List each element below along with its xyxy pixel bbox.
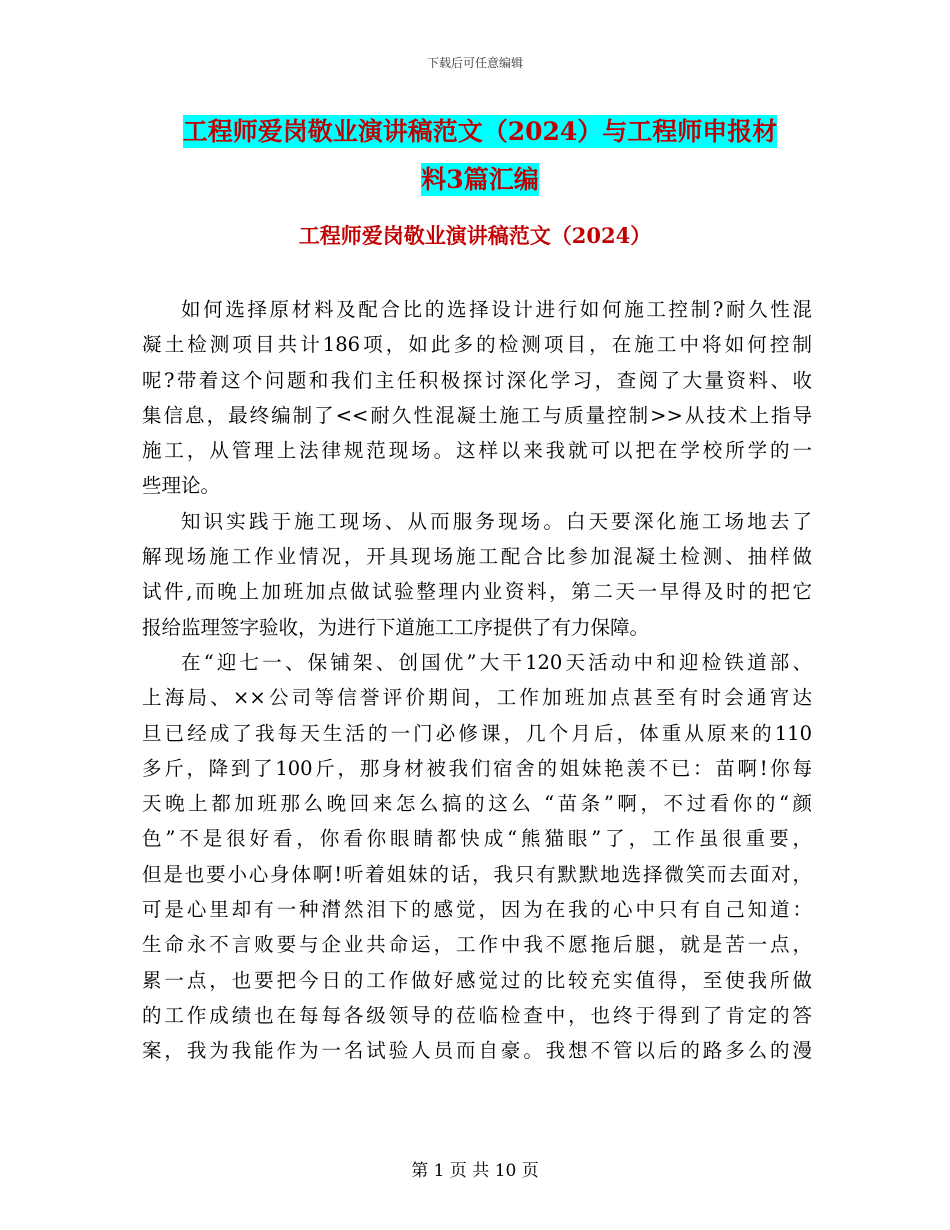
body-text [142, 292, 812, 1069]
text-line: 多斤，降到了100斤，那身材被我们宿舍的姐妹艳羡不已：苗啊!你每 [142, 756, 812, 780]
paragraph-1 [142, 292, 812, 504]
text-line: 色”不是很好看，你看你眼睛都快成“熊猫眼”了，工作虽很重要， [142, 827, 812, 851]
text-line: 天晚上都加班那么晚回来怎么搞的这么 “苗条”啊，不过看你的“颜 [142, 792, 812, 816]
text-line: 些理论。 [142, 474, 221, 498]
text-line: 报给监理签字验收，为进行下道施工工序提供了有力保障。 [142, 615, 650, 639]
text-line: 知识实践于施工现场、从而服务现场。白天要深化施工场地去了 [181, 509, 812, 533]
text-line: 但是也要小心身体啊!听着姐妹的话，我只有默默地选择微笑而去面对， [142, 862, 812, 886]
text-line: 凝土检测项目共计186项，如此多的检测项目，在施工中将如何控制 [142, 333, 812, 357]
section-title: 工程师爱岗敬业演讲稿范文（2024） [298, 223, 652, 248]
text-line: 如何选择原材料及配合比的选择设计进行如何施工控制?耐久性混 [181, 298, 812, 321]
document-title [140, 108, 820, 204]
paragraph-3 [142, 645, 812, 1069]
document-title-line-1: 工程师爱岗敬业演讲稿范文（2024）与工程师申报材 [182, 117, 778, 146]
document-title-line-2: 料3篇汇编 [421, 165, 539, 194]
text-line: 在“迎七一、保铺架、创国优”大干120天活动中和迎检铁道部、 [181, 650, 812, 674]
text-line: 施工，从管理上法律规范现场。这样以来我就可以把在学校所学的一 [142, 439, 812, 463]
text-line: 的工作成绩也在每每各级领导的莅临检查中，也终于得到了肯定的答 [142, 1003, 812, 1027]
text-line: 试件,而晚上加班加点做试验整理内业资料，第二天一早得及时的把它 [142, 580, 812, 604]
text-line: 生命永不言败要与企业共命运，工作中我不愿拖后腿，就是苦一点， [142, 933, 812, 957]
text-line: 上海局、××公司等信誉评价期间，工作加班加点甚至有时会通宵达 [142, 686, 812, 710]
page-header-note: 下载后可任意编辑 [426, 56, 523, 70]
text-line: 累一点，也要把今日的工作做好感觉过的比较充实值得，至使我所做 [142, 968, 812, 992]
page-number-footer: 第 1 页 共 10 页 [411, 1161, 539, 1181]
paragraph-2 [142, 504, 812, 645]
text-line: 呢?带着这个问题和我们主任积极探讨深化学习，查阅了大量资料、收 [142, 368, 812, 392]
text-line: 集信息，最终编制了<<耐久性混凝土施工与质量控制>>从技术上指导 [142, 403, 812, 427]
text-line: 案，我为我能作为一名试验人员而自豪。我想不管以后的路多么的漫 [142, 1039, 812, 1063]
text-line: 解现场施工作业情况，开具现场施工配合比参加混凝土检测、抽样做 [142, 545, 812, 569]
text-line: 可是心里却有一种潸然泪下的感觉，因为在我的心中只有自己知道： [142, 898, 812, 922]
text-line: 旦已经成了我每天生活的一门必修课，几个月后，体重从原来的110 [142, 721, 812, 745]
